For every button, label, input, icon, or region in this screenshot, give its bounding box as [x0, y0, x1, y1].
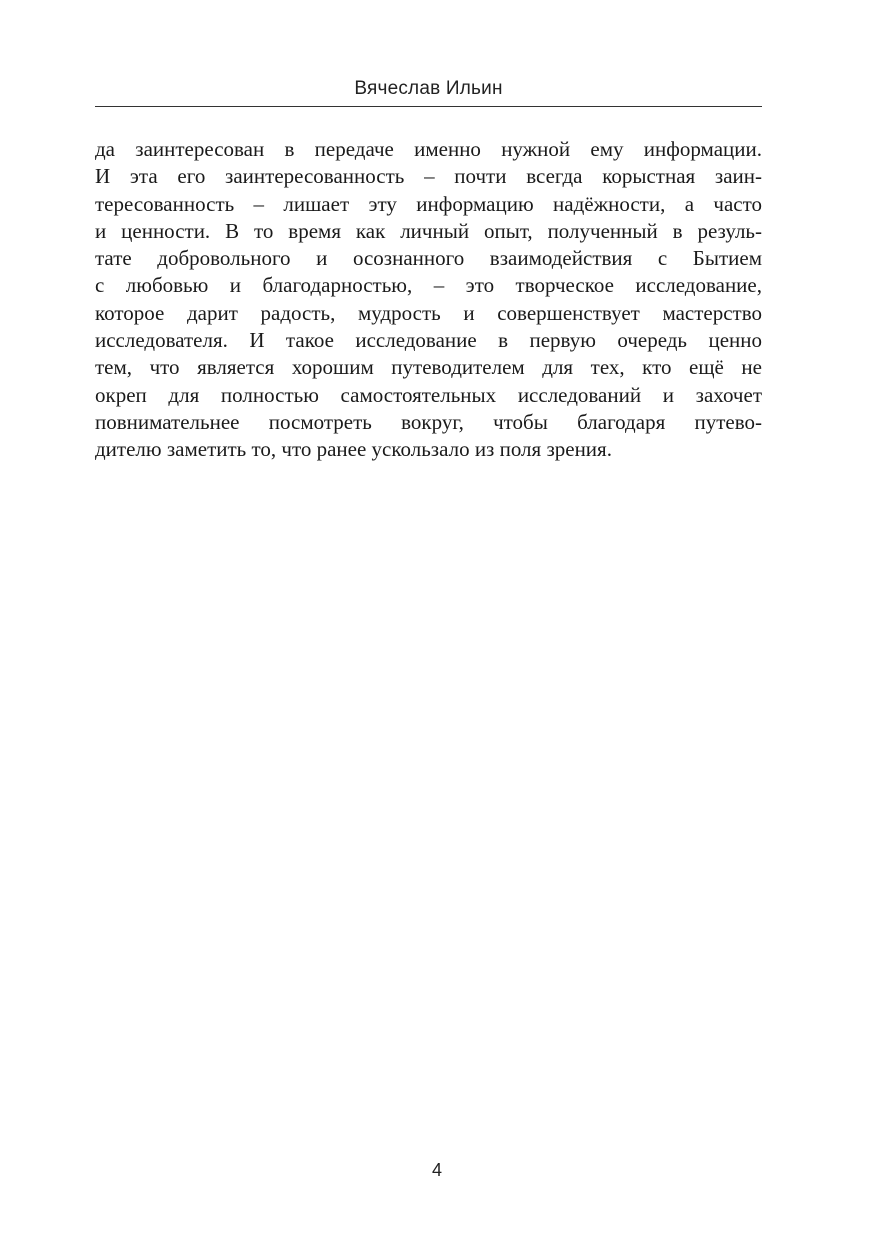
body-text	[95, 136, 762, 464]
text-line: которое дарит радость, мудрость и совершенствует мастерство	[95, 300, 762, 325]
text-line: И эта его заинтересованность – почти всегда корыстная заин-	[95, 164, 762, 189]
text-line: исследователя. И такое исследование в первую очередь ценно	[95, 328, 762, 353]
text-line: тересованность – лишает эту информацию надёжности, а часто	[95, 191, 762, 216]
text-line: окреп для полностью самостоятельных исследований и захочет	[95, 382, 762, 407]
text-line: дителю заметить то, что ранее ускользало из поля зрения.	[95, 437, 612, 462]
page-number: 4	[431, 1160, 442, 1180]
text-line: да заинтересован в передаче именно нужной ему информации.	[95, 137, 762, 161]
running-header: Вячеслав Ильин	[354, 78, 503, 99]
text-line: и ценности. В то время как личный опыт, полученный в резуль-	[95, 218, 762, 243]
text-line: тем, что является хорошим путеводителем для тех, кто ещё не	[95, 355, 762, 380]
text-line: повнимательнее посмотреть вокруг, чтобы благодаря путево-	[95, 409, 762, 434]
header-rule	[95, 106, 762, 107]
text-line: тате добровольного и осознанного взаимодействия с Бытием	[95, 246, 762, 271]
text-line: с любовью и благодарностью, – это творческое исследование,	[95, 273, 762, 298]
